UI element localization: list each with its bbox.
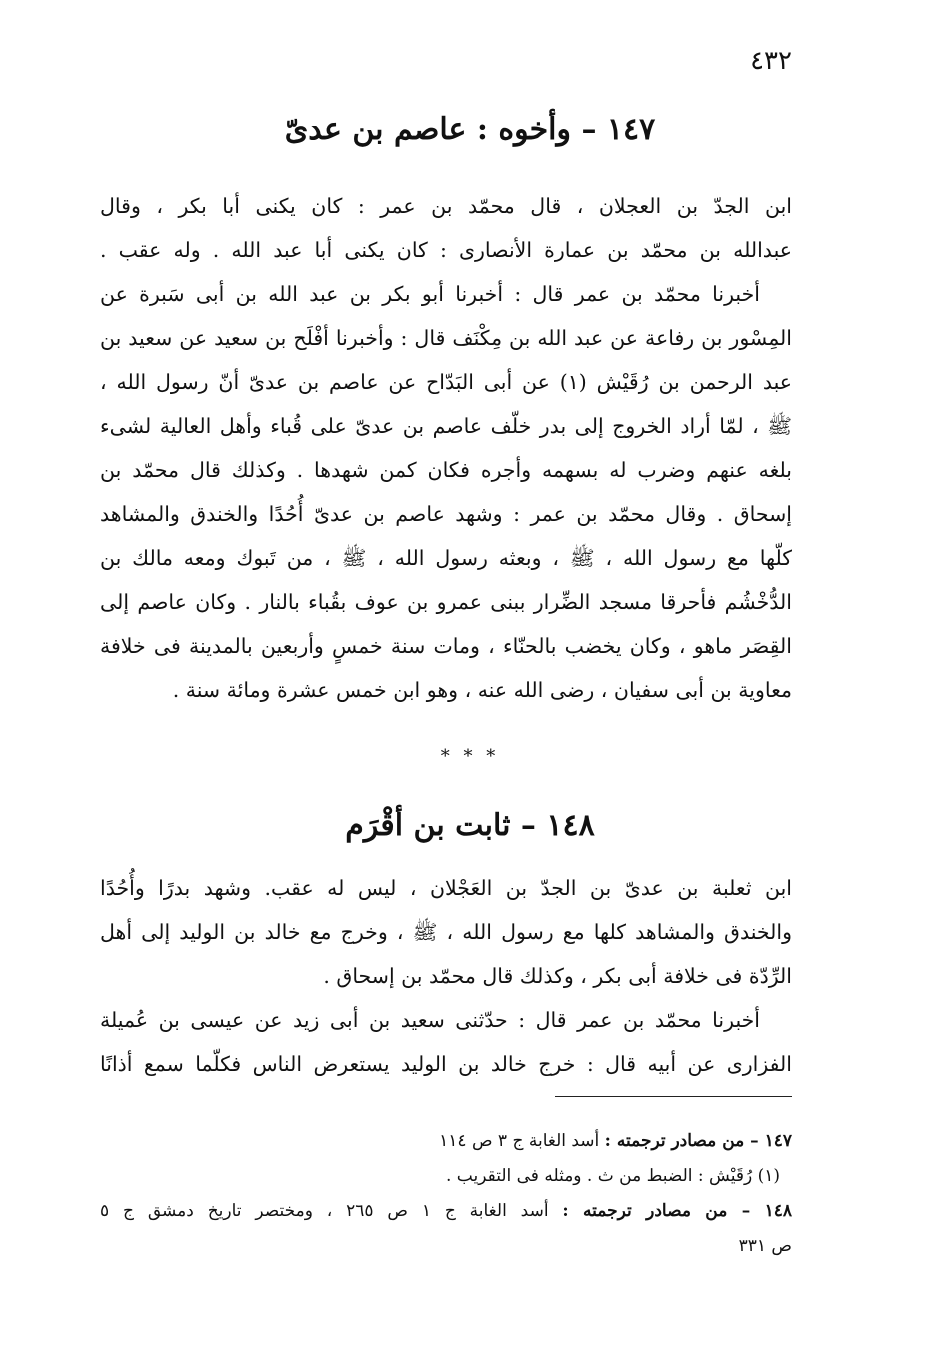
text-line: أخبرنا محمّد بن عمر قال : حدّثنى سعيد بن أبى زيد عن عيسى بن عُميلة — [100, 1008, 760, 1032]
text-line: ابن ثعلبة بن عدىّ بن الجدّ بن العَجْلان ، ليس له عقب. وشهد بدرًا وأُحُدًا — [100, 876, 792, 900]
page-number: ٤٣٢ — [750, 46, 792, 76]
text-line: كلّها مع رسول الله ، ﷺ ، وبعثه رسول الله ، ﷺ ، من تَبوك ومعه مالك بن — [100, 546, 792, 570]
text-line: إسحاق . وقال محمّد بن عمر : وشهد عاصم بن عدىّ أُحُدًا والخندق والمشاهد — [100, 502, 792, 526]
text-line: عبدالله بن محمّد بن عمارة الأنصارى : كان يكنى أبا عبد الله . وله عقب . — [100, 238, 792, 262]
entry-heading-147: ١٤٧ – وأخوه : عاصم بن عدىّ — [284, 112, 656, 147]
text-line: الفزارى عن أبيه قال : خرج خالد بن الوليد يستعرض الناس فكلّما سمع أذانًا — [100, 1052, 792, 1076]
section-separator: * * * — [440, 746, 500, 767]
text-line: الدُّخْشُم فأحرقا مسجد الضِّرار ببنى عمرو بن عوف بقُباء بالنار . وكان عاصم إلى — [100, 590, 792, 614]
footnote-text: أسد الغابة ج ٣ ص ١١٤ — [439, 1131, 605, 1151]
text-line: ابن الجدّ بن العجلان ، قال محمّد بن عمر : كان يكنى أبا بكر ، وقال — [100, 194, 792, 218]
text-line: عبد الرحمن بن رُقَيْش (١) عن أبى البَدّاح عن عاصم بن عدىّ أنّ رسول الله ، — [100, 370, 792, 394]
footnote-text: أسد الغابة ج ١ ص ٢٦٥ ، ومختصر تاريخ دمشق ج ٥ — [100, 1201, 563, 1221]
text-line: بلغه عنهم وضرب له بسهمه وأجره فكان كمن شهدها . وكذلك قال محمّد بن — [100, 458, 792, 482]
footnote-line — [100, 1159, 792, 1194]
footnote-label: ١٤٨ – من مصادر ترجمته : — [562, 1201, 792, 1221]
footnote-divider — [555, 1096, 792, 1097]
text-line: القِصَر ماهو ، وكان يخضب بالحنّاء ، ومات سنة خمسٍ وأربعين بالمدينة فى خلافة — [100, 634, 792, 658]
footnotes — [100, 1124, 792, 1264]
footnote-text: ص ٣٣١ — [738, 1236, 792, 1256]
text-line: الرِّدّة فى خلافة أبى بكر ، وكذلك قال محمّد بن إسحاق . — [323, 964, 792, 988]
text-line: والخندق والمشاهد كلها مع رسول الله ، ﷺ ، وخرج مع خالد بن الوليد إلى أهل — [100, 920, 792, 944]
text-line: ﷺ ، لمّا أراد الخروج إلى بدر خلّف عاصم بن عدىّ على قُباء وأهل العالية لشىء — [100, 414, 792, 438]
footnote-text: (١) رُقَيْش : الضبط من ث . ومثله فى التقريب . — [445, 1166, 780, 1186]
entry-heading-148: ١٤٨ – ثابت بن أقْرَم — [345, 808, 595, 843]
footnote-line — [100, 1124, 792, 1159]
footnote-line — [100, 1194, 792, 1229]
text-line: معاوية بن أبى سفيان ، رضى الله عنه ، وهو ابن خمس عشرة ومائة سنة . — [172, 678, 792, 702]
footnote-line — [100, 1229, 792, 1264]
text-line: أخبرنا محمّد بن عمر قال : أخبرنا أبو بكر بن عبد الله بن أبى سَبرة عن — [100, 282, 760, 306]
entry-body-147 — [100, 184, 792, 712]
footnote-label: ١٤٧ – من مصادر ترجمته : — [604, 1131, 792, 1151]
text-line: المِسْور بن رفاعة عن عبد الله بن مِكْنَف قال : وأخبرنا أفْلَح بن سعيد عن سعيد بن — [100, 326, 792, 350]
entry-body-148 — [100, 866, 792, 1086]
